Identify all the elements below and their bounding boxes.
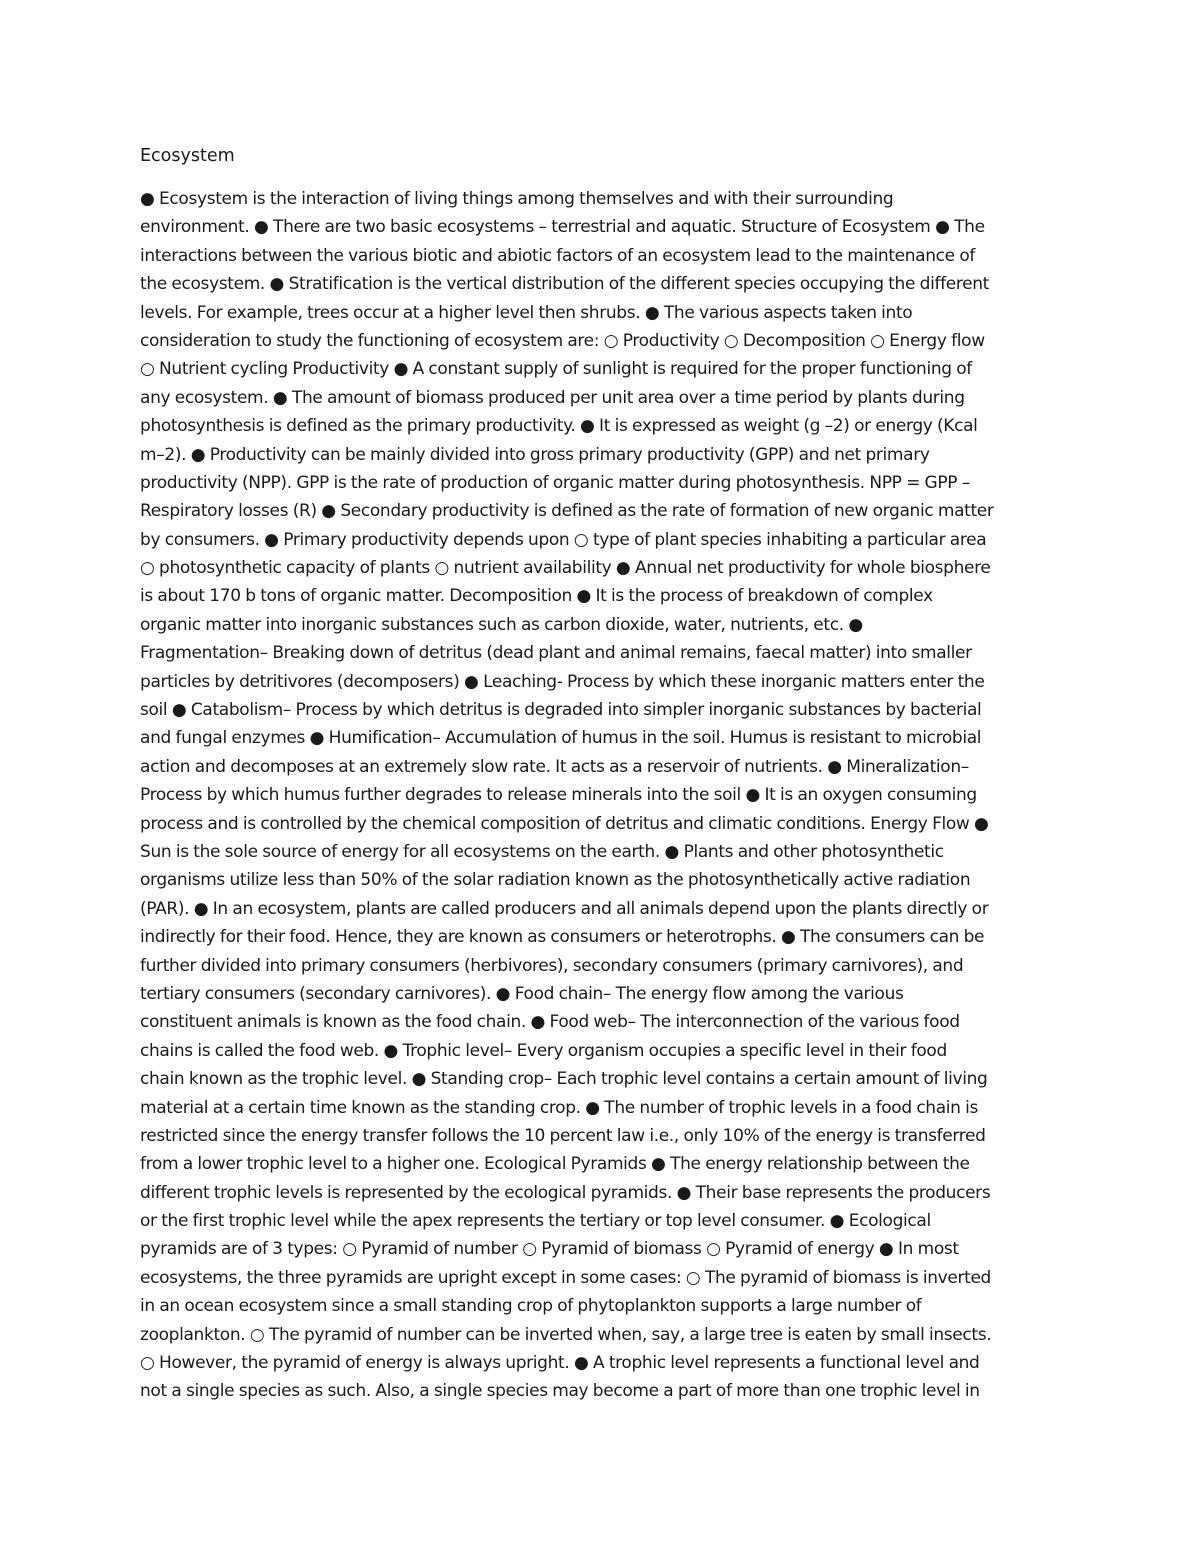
document-title: Ecosystem xyxy=(140,146,235,166)
text-line: and fungal enzymes ● Humification– Accumulation of humus in the soil. Humus is resistant to microbial xyxy=(140,728,982,749)
text-line: Sun is the sole source of energy for all ecosystems on the earth. ● Plants and other photosynthetic xyxy=(140,841,944,862)
text-line: Fragmentation– Breaking down of detritus (dead plant and animal remains, faecal matter) into smaller xyxy=(140,643,972,664)
text-line: organisms utilize less than 50% of the solar radiation known as the photosynthetically active radiation xyxy=(140,870,971,891)
text-line: chain known as the trophic level. ● Standing crop– Each trophic level contains a certain amount of living xyxy=(140,1069,988,1090)
text-line: any ecosystem. ● The amount of biomass produced per unit area over a time period by plants during xyxy=(140,387,965,408)
text-line: productivity (NPP). GPP is the rate of production of organic matter during photosynthesis. NPP = GPP – xyxy=(140,472,970,493)
text-line: process and is controlled by the chemical composition of detritus and climatic conditions. Energy Flow ● xyxy=(140,813,989,834)
text-line: further divided into primary consumers (herbivores), secondary consumers (primary carnivores), and xyxy=(140,955,964,976)
text-line: by consumers. ● Primary productivity depends upon ○ type of plant species inhabiting a particular area xyxy=(140,529,987,550)
text-line: photosynthesis is defined as the primary productivity. ● It is expressed as weight (g –2) or energy (Kcal xyxy=(140,416,978,437)
text-line: consideration to study the functioning of ecosystem are: ○ Productivity ○ Decomposition ○ Energy flow xyxy=(140,330,985,351)
text-line: or the first trophic level while the apex represents the tertiary or top level consumer. ● Ecological xyxy=(140,1211,931,1232)
text-line: action and decomposes at an extremely slow rate. It acts as a reservoir of nutrients. ● Mineralization– xyxy=(140,756,969,777)
text-line: (PAR). ● In an ecosystem, plants are called producers and all animals depend upon the plants directly or xyxy=(140,898,989,919)
text-line: tertiary consumers (secondary carnivores). ● Food chain– The energy flow among the various xyxy=(140,983,904,1004)
text-line: not a single species as such. Also, a single species may become a part of more than one trophic level in xyxy=(140,1381,980,1402)
text-line: is about 170 b tons of organic matter. Decomposition ● It is the process of breakdown of complex xyxy=(140,586,933,607)
text-line: organic matter into inorganic substances such as carbon dioxide, water, nutrients, etc. ● xyxy=(140,614,863,635)
text-line: zooplankton. ○ The pyramid of number can be inverted when, say, a large tree is eaten by small insects. xyxy=(140,1324,992,1345)
text-line: ● Ecosystem is the interaction of living things among themselves and with their surrounding xyxy=(140,189,894,209)
text-line: in an ocean ecosystem since a small standing crop of phytoplankton supports a large number of xyxy=(140,1296,922,1317)
text-line: interactions between the various biotic and abiotic factors of an ecosystem lead to the maintenance of xyxy=(140,245,976,266)
text-line: ○ However, the pyramid of energy is always upright. ● A trophic level represents a functional level and xyxy=(140,1353,980,1374)
text-line: m–2). ● Productivity can be mainly divided into gross primary productivity (GPP) and net primary xyxy=(140,444,930,465)
text-line: ○ photosynthetic capacity of plants ○ nutrient availability ● Annual net productivity for whole biosphere xyxy=(140,558,991,579)
text-line: particles by detritivores (decomposers) ● Leaching- Process by which these inorganic matters enter the xyxy=(140,671,985,692)
text-line: Process by which humus further degrades to release minerals into the soil ● It is an oxygen consuming xyxy=(140,785,977,806)
text-line: constituent animals is known as the food chain. ● Food web– The interconnection of the various food xyxy=(140,1012,960,1033)
text-line: levels. For example, trees occur at a higher level then shrubs. ● The various aspects taken into xyxy=(140,302,913,323)
text-line: the ecosystem. ● Stratification is the vertical distribution of the different species occupying the different xyxy=(140,274,989,295)
text-line: ecosystems, the three pyramids are upright except in some cases: ○ The pyramid of biomass is inverted xyxy=(140,1267,992,1288)
text-line: indirectly for their food. Hence, they are known as consumers or heterotrophs. ● The consumers can be xyxy=(140,927,985,948)
text-line: restricted since the energy transfer follows the 10 percent law i.e., only 10% of the energy is transferred xyxy=(140,1125,986,1146)
text-line: ○ Nutrient cycling Productivity ● A constant supply of sunlight is required for the proper functioning of xyxy=(140,359,972,380)
text-line: material at a certain time known as the standing crop. ● The number of trophic levels in a food chain is xyxy=(140,1097,979,1118)
document-body xyxy=(140,185,1060,1406)
text-line: environment. ● There are two basic ecosystems – terrestrial and aquatic. Structure of Ecosystem ● The xyxy=(140,217,985,238)
text-line: different trophic levels is represented by the ecological pyramids. ● Their base represents the producers xyxy=(140,1182,991,1203)
text-line: soil ● Catabolism– Process by which detritus is degraded into simpler inorganic substances by bacterial xyxy=(140,700,982,721)
text-line: pyramids are of 3 types: ○ Pyramid of number ○ Pyramid of biomass ○ Pyramid of energy ● In most xyxy=(140,1239,959,1260)
text-line: chains is called the food web. ● Trophic level– Every organism occupies a specific level in their food xyxy=(140,1040,947,1061)
text-line: from a lower trophic level to a higher one. Ecological Pyramids ● The energy relationship between the xyxy=(140,1154,970,1175)
text-line: Respiratory losses (R) ● Secondary productivity is defined as the rate of formation of new organic matter xyxy=(140,501,994,522)
